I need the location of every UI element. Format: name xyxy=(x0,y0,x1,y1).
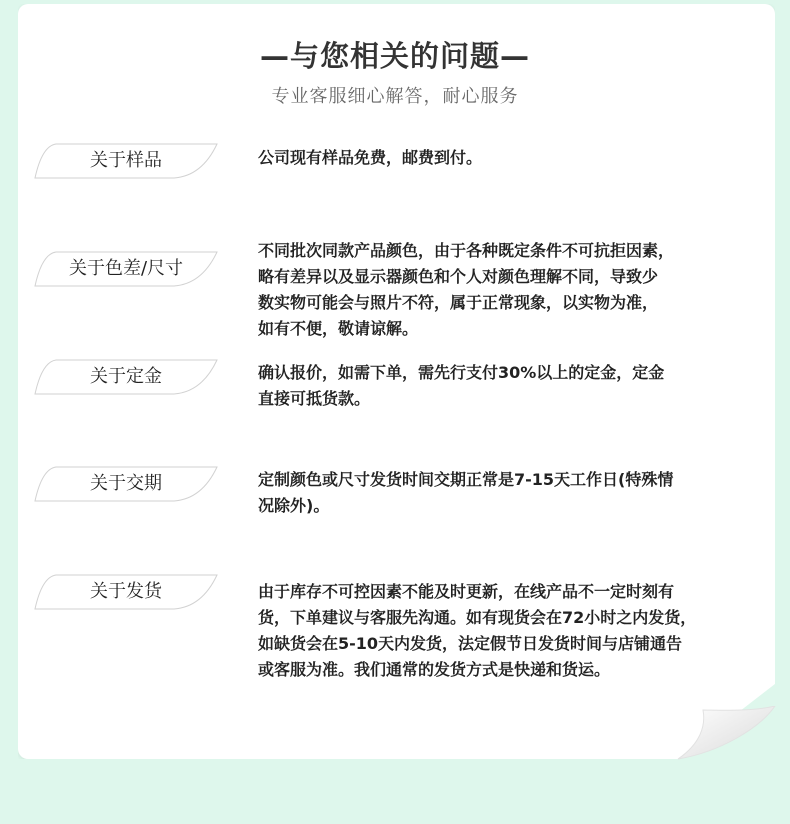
answer-line: 货，下单建议与客服先沟通。如有现货会在72小时之内发货， xyxy=(258,608,697,627)
faq-tab-lead-time xyxy=(34,466,218,502)
faq-tab-color-size xyxy=(34,251,218,287)
answer-line: 公司现有样品免费，邮费到付。 xyxy=(258,148,483,167)
answer-line: 如缺货会在5-10天内发货，法定假节日发货时间与店铺通告 xyxy=(258,634,683,653)
page-subtitle: 专业客服细心解答，耐心服务 xyxy=(271,86,519,107)
faq-answer-lead-time xyxy=(258,467,758,519)
faq-answer-sample xyxy=(258,145,758,171)
faq-tab-label: 关于样品 xyxy=(90,150,162,171)
answer-line: 直接可抵货款。 xyxy=(258,389,371,408)
answer-line: 或客服为准。我们通常的发货方式是快递和货运。 xyxy=(258,660,611,679)
faq-answer-deposit xyxy=(258,360,758,412)
faq-tab-shipping xyxy=(34,574,218,610)
faq-tab-sample xyxy=(34,143,218,179)
page-title: —与您相关的问题— xyxy=(259,39,530,73)
faq-tab-label: 关于发货 xyxy=(90,581,162,602)
answer-line: 如有不便，敬请谅解。 xyxy=(258,319,419,338)
faq-answer-shipping xyxy=(258,579,758,683)
faq-tab-label: 关于定金 xyxy=(90,366,162,387)
answer-line: 数实物可能会与照片不符，属于正常现象，以实物为准， xyxy=(258,293,659,312)
answer-line: 不同批次同款产品颜色，由于各种既定条件不可抗拒因素， xyxy=(258,241,675,260)
answer-line: 确认报价，如需下单，需先行支付30%以上的定金，定金 xyxy=(258,363,665,382)
answer-line: 略有差异以及显示器颜色和个人对颜色理解不同，导致少 xyxy=(258,267,659,286)
answer-line: 况除外)。 xyxy=(258,496,330,515)
faq-tab-label: 关于交期 xyxy=(90,473,162,494)
answer-line: 定制颜色或尺寸发货时间交期正常是7-15天工作日(特殊情 xyxy=(258,470,674,489)
page-curl xyxy=(670,706,778,762)
answer-line: 由于库存不可控因素不能及时更新，在线产品不一定时刻有 xyxy=(258,582,675,601)
faq-answer-color-size xyxy=(258,238,758,342)
faq-tab-label: 关于色差/尺寸 xyxy=(68,258,184,279)
faq-tab-deposit xyxy=(34,359,218,395)
